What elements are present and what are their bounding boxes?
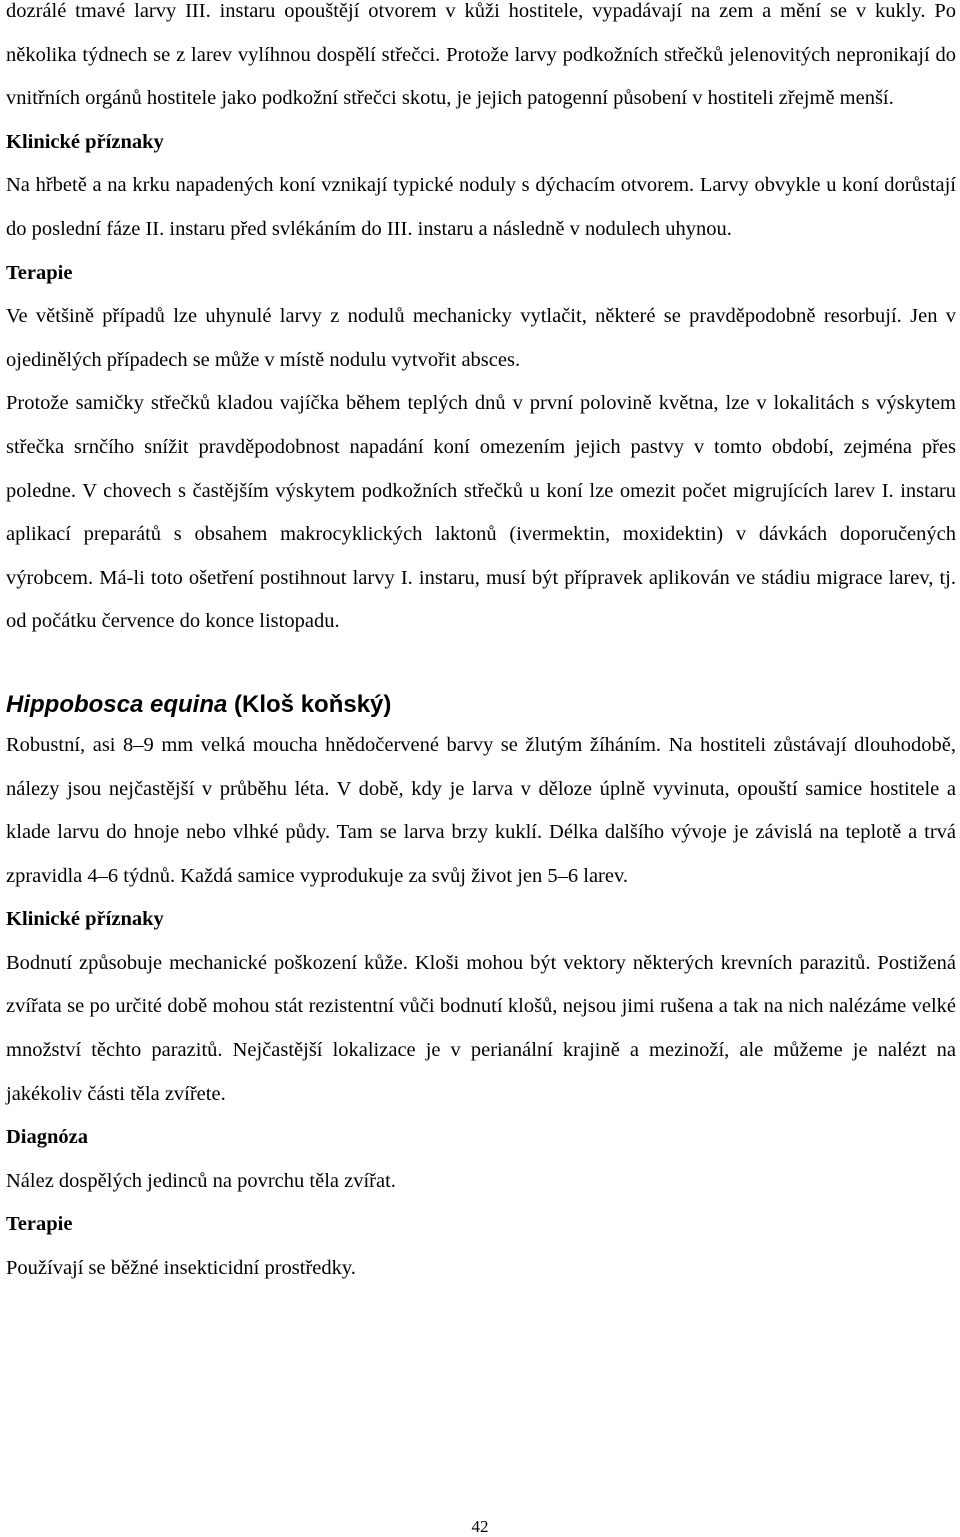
heading-therapy: Terapie [6, 261, 73, 284]
therapy-paragraph: Ve většině případů lze uhynulé larvy z nodulů mechanicky vytlačit, některé se pravděpodobně resorbují. Jen v ojedinělých případech se může v místě nodulu vytvořit absces. [6, 305, 956, 371]
document-page [6, 0, 956, 1291]
section-title-hippobosca [6, 690, 956, 720]
prevention-paragraph: Protože samičky střečků kladou vajíčka během teplých dnů v první polovině května, lze v lokalitách s výskytem střečka srnčího snížit pravděpodobnost napadání koní omezením jejich pastvy v tomto období, zejména přes poledne. V chovech s častějším výskytem podkožních střečků u koní lze omezit počet migrujících larev I. instaru aplikací preparátů s obsahem makrocyklických laktonů (ivermektin, moxidektin) v dávkách doporučených výrobcem. Má-li toto ošetření postihnout larvy I. instaru, musí být přípravek aplikován ve stádiu migrace larev, tj. od počátku července do konce listopadu. [6, 392, 956, 633]
page-number: 42 [471, 1517, 489, 1536]
diagnosis-paragraph: Nález dospělých jedinců na povrchu těla zvířat. [6, 1169, 396, 1192]
heading-diagnosis: Diagnóza [6, 1126, 88, 1149]
therapy-hippobosca-paragraph: Používají se běžné insekticidní prostředky. [6, 1257, 356, 1280]
hippobosca-description-paragraph: Robustní, asi 8–9 mm velká moucha hnědočervené barvy se žlutým žíháním. Na hostiteli zůstávají dlouhodobě, nálezy jsou nejčastější v průběhu léta. V době, kdy je larva v děloze úplně vyvinuta, opouští samice hostitele a klade larvu do hnoje nebo vlhké půdy. Tam se larva brzy kuklí. Délka dalšího vývoje je závislá na teplotě a trvá zpravidla 4–6 týdnů. Každá samice vyprodukuje za svůj život jen 5–6 larev. [6, 733, 956, 887]
heading-clinical-signs-hippobosca: Klinické příznaky [6, 908, 164, 931]
intro-paragraph: dozrálé tmavé larvy III. instaru opouštějí otvorem v kůži hostitele, vypadávají na zem a mění se v kukly. Po několika týdnech se z larev vylíhnou dospělí střečci. Protože larvy podkožních střečků jelenovitých nepronikají do vnitřních orgánů hostitele jako podkožní střečci skotu, je jejich patogenní působení v hostiteli zřejmě menší. [6, 0, 956, 110]
clinical-signs-paragraph: Na hřbetě a na krku napadených koní vznikají typické noduly s dýchacím otvorem. Larvy obvykle u koní dorůstají do poslední fáze II. instaru před svlékáním do III. instaru a následně v nodulech uhynou. [6, 174, 956, 240]
section-title-latin-name: Hippobosca equina [6, 690, 228, 718]
section-title-common-name: (Kloš koňský) [227, 690, 392, 718]
clinical-signs-hippobosca-paragraph: Bodnutí způsobuje mechanické poškození kůže. Kloši mohou být vektory některých krevních parazitů. Postižená zvířata se po určité době mohou stát rezistentní vůči bodnutí klošů, nejsou jimi rušena a tak na nich nalézáme velké množství těchto parazitů. Nejčastější lokalizace je v perianální krajině a mezinoží, ale můžeme je nalézt na jakékoliv části těla zvířete. [6, 951, 956, 1105]
heading-therapy-hippobosca: Terapie [6, 1213, 73, 1236]
heading-clinical-signs: Klinické příznaky [6, 130, 164, 153]
